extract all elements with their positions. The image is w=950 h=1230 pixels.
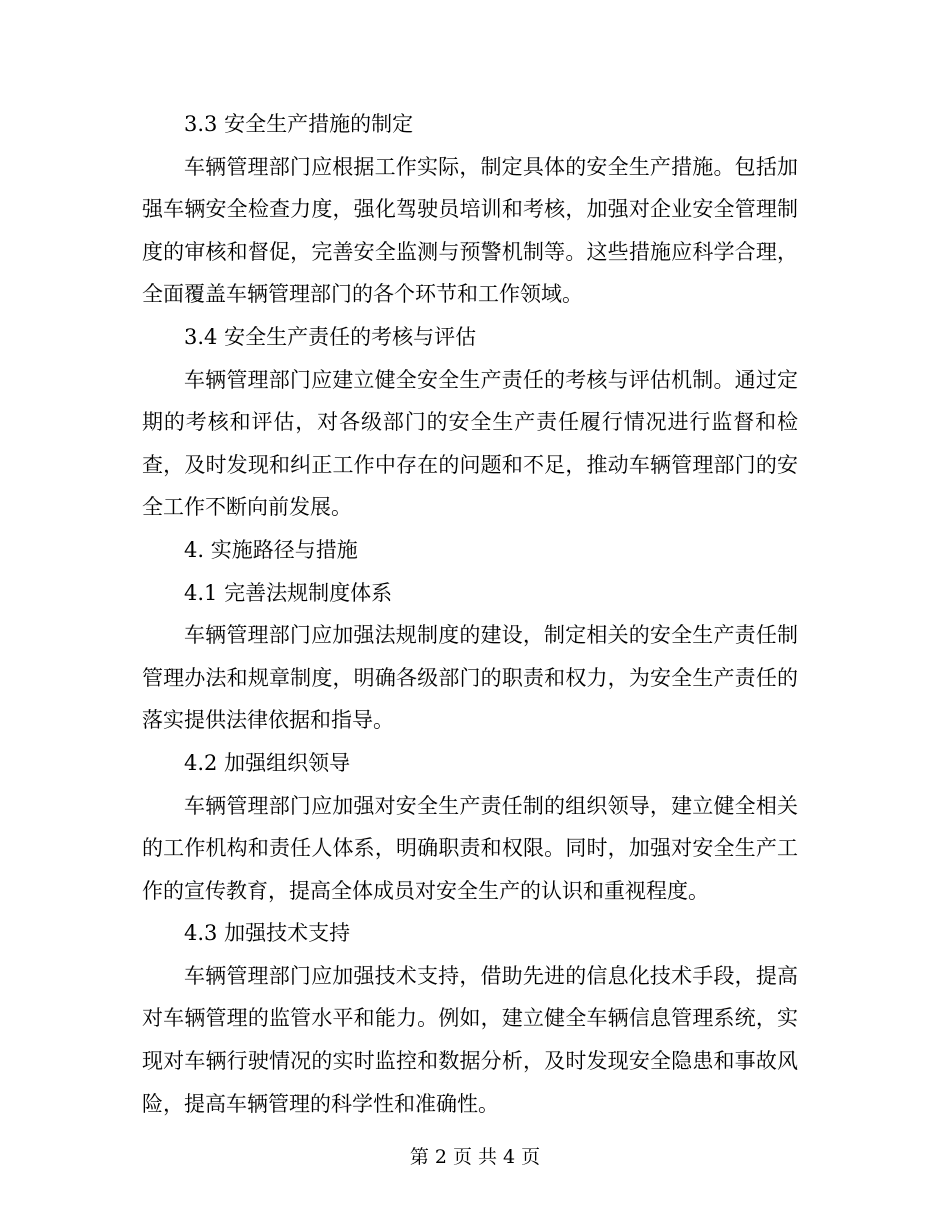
section-heading-4-3: 4.3 加强技术支持 <box>184 921 351 946</box>
section-heading-3-3: 3.3 安全生产措施的制定 <box>184 112 414 136</box>
paragraph-4-2: 车辆管理部门应加强对安全生产责任制的组织领导，建立健全相关的工作机构和责任人体系，明确职责和权限。同时，加强对安全生产工作的宣传教育，提高全体成员对安全生产的认识和重视程度。 <box>142 793 798 903</box>
paragraph-3-4: 车辆管理部门应建立健全安全生产责任的考核与评估机制。通过定期的考核和评估，对各级部门的安全生产责任履行情况进行监督和检查，及时发现和纠正工作中存在的问题和不足，推动车辆管理部门的安全工作不断向前发展。 <box>142 367 798 520</box>
section-heading-3-4: 3.4 安全生产责任的考核与评估 <box>184 324 477 349</box>
document-body <box>142 103 798 1125</box>
section-heading-4: 4. 实施路径与措施 <box>184 537 358 562</box>
paragraph-3-3: 车辆管理部门应根据工作实际，制定具体的安全生产措施。包括加强车辆安全检查力度，强化驾驶员培训和考核，加强对企业安全管理制度的审核和督促，完善安全监测与预警机制等。这些措施应科学合理，全面覆盖车辆管理部门的各个环节和工作领域。 <box>142 154 798 307</box>
section-heading-4-1: 4.1 完善法规制度体系 <box>184 580 393 605</box>
section-heading-4-2: 4.2 加强组织领导 <box>184 750 351 775</box>
paragraph-4-3: 车辆管理部门应加强技术支持，借助先进的信息化技术手段，提高对车辆管理的监管水平和能力。例如，建立健全车辆信息管理系统，实现对车辆行驶情况的实时监控和数据分析，及时发现安全隐患和事故风险，提高车辆管理的科学性和准确性。 <box>142 963 798 1116</box>
paragraph-4-1: 车辆管理部门应加强法规制度的建设，制定相关的安全生产责任制管理办法和规章制度，明确各级部门的职责和权力，为安全生产责任的落实提供法律依据和指导。 <box>142 623 798 733</box>
page-number-footer: 第 2 页 共 4 页 <box>409 1146 541 1168</box>
